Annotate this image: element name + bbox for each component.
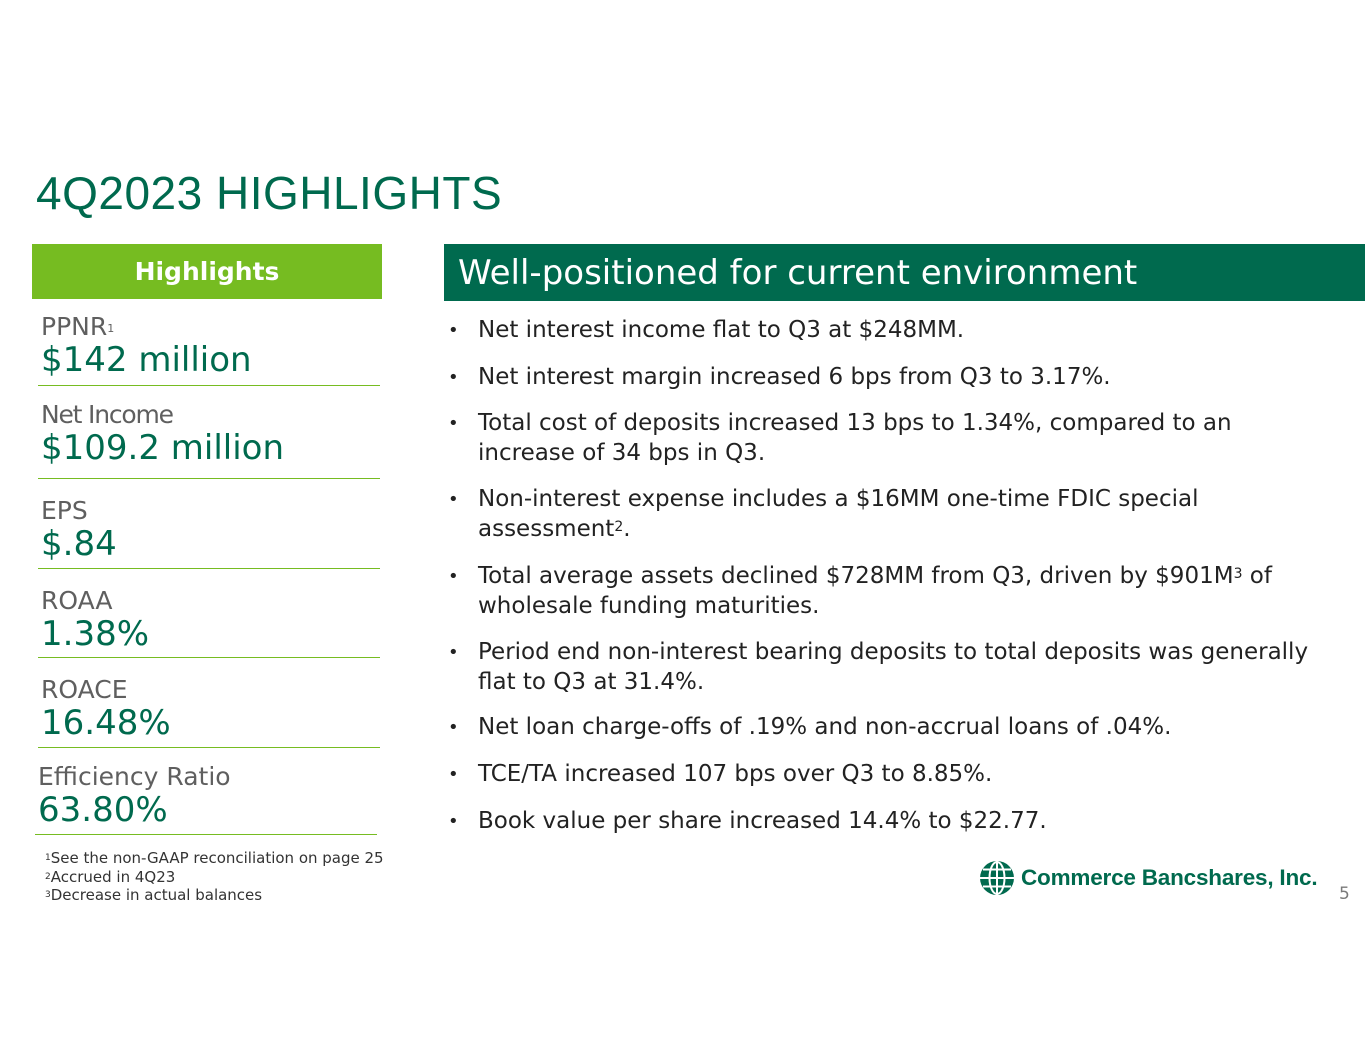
- bullet-item: • Book value per share increased 14.4% to $22.77.: [448, 807, 1328, 837]
- metric-eps: [38, 496, 380, 569]
- footnote-2: $^2$Accrued in 4Q23: [45, 867, 176, 886]
- company-logo: [979, 860, 1317, 896]
- metric-value: $109.2 million: [41, 428, 285, 468]
- metric-value: 63.80%: [38, 790, 168, 830]
- bullet-item: • Net interest margin increased 6 bps from Q3 to 3.17%.: [448, 363, 1328, 393]
- footnote-1: $^1$See the non-GAAP reconciliation on page 25: [45, 849, 384, 867]
- highlights-header: Highlights: [32, 244, 382, 299]
- bullet-item: • Total average assets declined $728MM from Q3, driven by $\$901M^3$ of wholesale funding maturities.: [448, 562, 1328, 621]
- metric-label: ROACE: [41, 675, 128, 704]
- bullet-item: • TCE/TA increased 107 bps over Q3 to 8.85%.: [448, 760, 1328, 790]
- footnote-ref: 2: [614, 518, 624, 535]
- page-title: 4Q2023 HIGHLIGHTS: [36, 167, 503, 219]
- metric-roace: [38, 675, 380, 748]
- bullet-item: • Net interest income flat to Q3 at $248MM.: [448, 316, 1328, 346]
- metric-label: Efficiency Ratio: [38, 762, 231, 791]
- footnote-ref: 1: [107, 322, 115, 335]
- metric-roaa: [38, 586, 380, 658]
- footnotes: [45, 849, 384, 905]
- environment-header: Well-positioned for current environment: [444, 244, 1365, 301]
- footnote-ref: 3: [1233, 566, 1243, 582]
- metric-value: 16.48%: [41, 703, 171, 743]
- metric-label: ROAA: [41, 586, 113, 615]
- page-number: 5: [1339, 884, 1350, 904]
- metric-value: $.84: [41, 524, 117, 564]
- bullet-item: • Period end non-interest bearing deposits to total deposits was generally flat to Q3 at 31.4%.: [448, 638, 1328, 697]
- metric-value: 1.38%: [41, 614, 150, 654]
- metric-efficiency-ratio: [35, 762, 377, 835]
- metric-label: EPS: [41, 496, 88, 525]
- bullet-item: • Net loan charge-offs of .19% and non-accrual loans of .04%.: [448, 713, 1328, 743]
- logo-text: Commerce Bancshares, Inc.: [1021, 865, 1318, 890]
- metric-value: $142 million: [41, 340, 252, 380]
- metric-net-income: [38, 400, 380, 479]
- bullet-item: • Non-interest expense includes a $16MM one-time FDIC special assessment$^2$.: [448, 485, 1328, 544]
- footnote-3: $^3$Decrease in actual balances: [45, 886, 263, 904]
- metric-label: PPNR$^1$: [41, 312, 115, 341]
- globe-icon: [979, 860, 1015, 896]
- bullet-item: • Total cost of deposits increased 13 bps to 1.34%, compared to an increase of 34 bps in Q3.: [448, 409, 1328, 468]
- metric-ppnr: [38, 312, 380, 386]
- metric-label: Net Income: [41, 400, 173, 429]
